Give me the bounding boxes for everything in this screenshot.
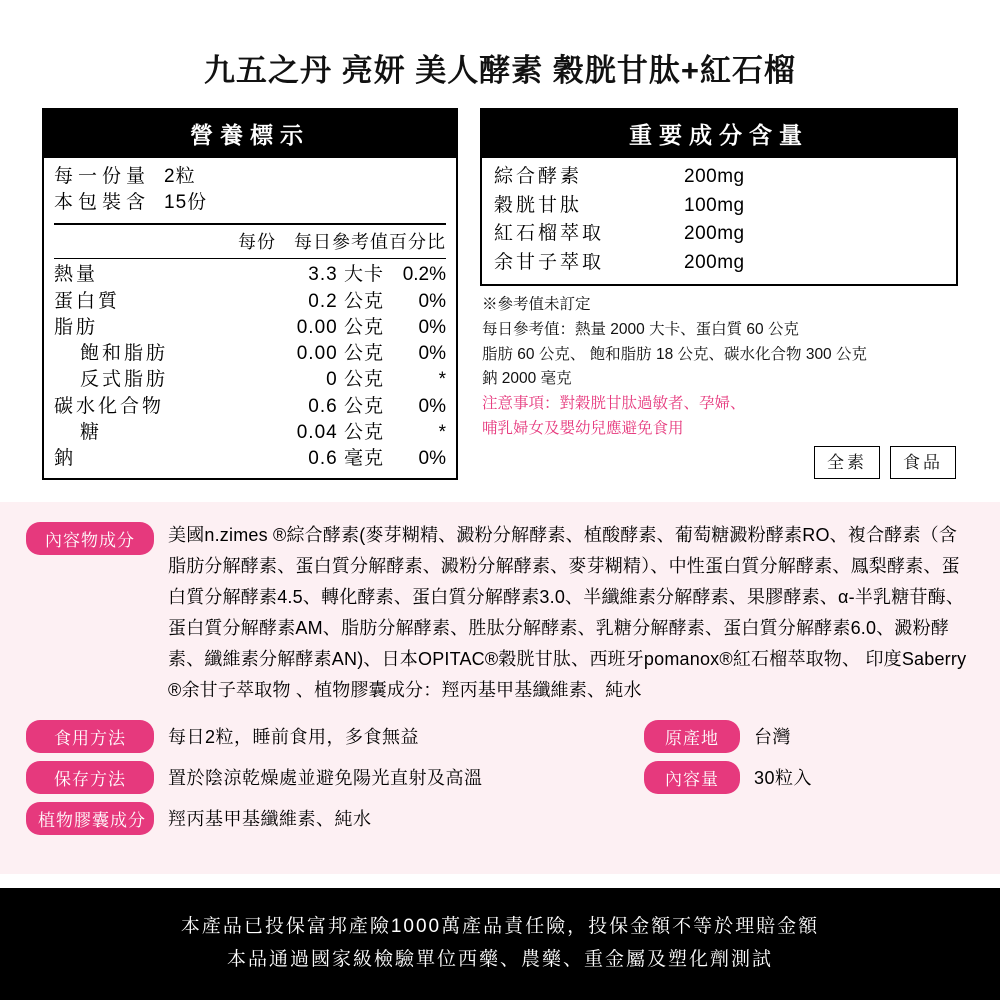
key-ingredient-row	[494, 249, 944, 278]
nutrient-row	[54, 315, 446, 341]
nutrient-row	[54, 420, 446, 446]
nutrient-value: 0 公克	[326, 369, 384, 391]
note-line: ※參考值未訂定	[482, 296, 591, 313]
page-title: 九五之丹 亮妍 美人酵素 穀胱甘肽+紅石榴	[204, 53, 796, 88]
usage-left-column	[26, 720, 618, 843]
footer-line-1: 本產品已投保富邦產險1000萬產品責任險，投保金額不等於理賠金額	[180, 915, 820, 937]
warning-line: 哺乳婦女及嬰幼兒應避免食用	[482, 419, 684, 437]
divider-thin	[54, 258, 446, 259]
origin-label: 原產地	[644, 720, 740, 753]
footer-banner	[0, 888, 1000, 1000]
serving-size-label: 每一份量	[54, 166, 151, 187]
usage-text: 每日2粒，睡前食用，多食無益	[168, 727, 420, 748]
nutrient-row	[54, 262, 446, 288]
usage-label: 食用方法	[26, 720, 154, 753]
nutrient-percent: 0%	[418, 395, 446, 417]
nutrient-percent: 0%	[418, 447, 446, 469]
package-count-value: 15份	[164, 192, 208, 214]
package-count-row	[54, 190, 446, 216]
note-line: 鈉 2000 毫克	[482, 370, 572, 388]
capsule-row	[26, 802, 618, 835]
serving-info	[54, 162, 446, 220]
nutrient-percent: *	[438, 421, 446, 443]
nutrient-label: 碳水化合物	[54, 395, 165, 417]
column-headers	[54, 227, 446, 256]
key-ingredient-row	[494, 192, 944, 221]
serving-size-value: 2粒	[164, 166, 196, 187]
key-ingredient-row	[494, 163, 944, 192]
note-line: 每日參考值：熱量 2000 大卡、蛋白質 60 公克	[482, 320, 799, 338]
nutrient-row	[54, 367, 446, 393]
nutrient-value: 0.6 毫克	[308, 447, 384, 469]
capsule-label: 植物膠囊成分	[26, 802, 154, 835]
nutrient-value: 0.2 公克	[308, 290, 384, 312]
nutrient-percent: 0%	[418, 316, 446, 338]
key-ingredients-panel	[480, 108, 958, 286]
origin-row	[644, 720, 974, 753]
key-ingredient-name: 綜合酵素	[494, 166, 583, 187]
volume-text: 30粒入	[754, 768, 813, 789]
col-daily-value-label: 每日參考值百分比	[294, 232, 446, 253]
nutrient-value: 0.04 公克	[296, 421, 384, 443]
key-ingredient-amount: 100mg	[684, 194, 745, 216]
nutrient-label: 蛋白質	[54, 290, 121, 312]
tag-vegan: 全素	[814, 446, 880, 479]
nutrition-facts-header: 營養標示	[44, 110, 456, 158]
certification-tags	[482, 446, 956, 479]
package-count-label: 本包裝含	[54, 192, 151, 214]
nutrient-percent: 0.2%	[402, 264, 446, 286]
nutrient-percent: *	[438, 369, 446, 391]
key-ingredients-column	[480, 108, 958, 479]
nutrient-value: 0.6 公克	[308, 395, 384, 417]
nutrient-row	[54, 289, 446, 315]
volume-row	[644, 761, 974, 794]
nutrient-row	[54, 341, 446, 367]
nutrient-label: 鈉	[54, 447, 77, 469]
reference-notes	[480, 286, 958, 479]
footer-line-2: 本品通過國家級檢驗單位西藥、農藥、重金屬及塑化劑測試	[226, 948, 773, 970]
ingredients-text: 美國n.zimes ®綜合酵素(麥芽糊精、澱粉分解酵素、植酸酵素、葡萄糖澱粉酵素RO、複合酵素（含脂肪分解酵素、蛋白質分解酵素、澱粉分解酵素、麥芽糊精）、中性蛋白質分解酵素、鳳梨酵素、蛋白質分解酵素4.5、轉化酵素、蛋白質分解酵素3.0、半纖維素分解酵素、果膠酵素、α-半乳糖苷酶、蛋白質分解酵素AM、脂肪分解酵素、胜肽分解酵素、乳糖分解酵素、蛋白質分解酵素6.0、澱粉酵素、纖維素分解酵素AN)、日本OPITAC®穀胱甘肽、西班牙pomanox®紅石榴萃取物、 印度Saberry ®余甘子萃取物 、植物膠囊成分：羥丙基甲基纖維素、純水	[168, 525, 967, 700]
note-line: 脂肪 60 公克、 飽和脂肪 18 公克、碳水化合物 300 公克	[482, 345, 867, 363]
nutrient-percent: 0%	[418, 343, 446, 365]
nutrient-label: 脂肪	[54, 316, 99, 338]
nutrient-row	[54, 394, 446, 420]
usage-right-column	[644, 720, 974, 843]
nutrient-value: 0.00 公克	[296, 343, 384, 365]
key-ingredient-amount: 200mg	[684, 223, 745, 244]
usage-row	[26, 720, 618, 753]
origin-text: 台灣	[754, 727, 791, 748]
nutrition-facts-body	[44, 158, 456, 478]
capsule-text: 羥丙基甲基纖維素、純水	[168, 809, 372, 830]
nutrient-row	[54, 446, 446, 472]
ingredients-label: 內容物成分	[26, 522, 154, 555]
nutrient-percent: 0%	[418, 290, 446, 312]
divider-thick	[54, 223, 446, 225]
nutrient-label: 糖	[80, 421, 103, 443]
usage-info-block	[26, 720, 974, 843]
details-section	[0, 502, 1000, 874]
nutrient-value: 3.3 大卡	[308, 264, 384, 286]
ingredients-block	[26, 520, 974, 706]
key-ingredients-body	[482, 158, 956, 284]
storage-label: 保存方法	[26, 761, 154, 794]
key-ingredient-name: 余甘子萃取	[494, 251, 605, 273]
key-ingredient-amount: 200mg	[684, 251, 745, 273]
nutrient-label: 反式脂肪	[80, 369, 169, 391]
volume-label: 內容量	[644, 761, 740, 794]
warning-line: 注意事項：對穀胱甘肽過敏者、孕婦、	[482, 395, 746, 413]
col-per-serving-label: 每份	[237, 232, 276, 253]
serving-size-row	[54, 164, 446, 190]
storage-text: 置於陰涼乾燥處並避免陽光直射及高溫	[168, 768, 483, 789]
storage-row	[26, 761, 618, 794]
key-ingredient-row	[494, 220, 944, 249]
nutrient-label: 飽和脂肪	[80, 343, 169, 365]
key-ingredient-name: 穀胱甘肽	[494, 194, 583, 216]
key-ingredients-header: 重要成分含量	[482, 110, 956, 158]
nutrition-section	[0, 108, 1000, 480]
tag-food: 食品	[890, 446, 956, 479]
key-ingredient-amount: 200mg	[684, 166, 745, 187]
nutrient-value: 0.00 公克	[296, 316, 384, 338]
nutrition-facts-panel	[42, 108, 458, 480]
key-ingredient-name: 紅石榴萃取	[494, 223, 605, 244]
nutrient-label: 熱量	[54, 264, 99, 286]
